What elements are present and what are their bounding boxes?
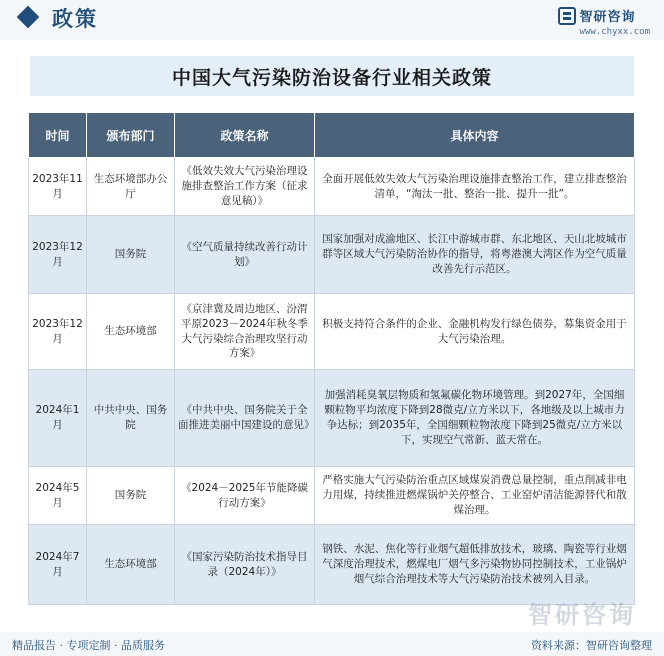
cell-dept: 国务院 — [87, 216, 175, 294]
cell-time: 2023年11月 — [29, 158, 87, 216]
cell-name: 《中共中央、国务院关于全面推进美丽中国建设的意见》 — [175, 370, 315, 467]
cell-dept: 生态环境部 — [87, 525, 175, 605]
table-row — [29, 467, 635, 525]
table-row — [29, 158, 635, 216]
cell-content: 钢铁、水泥、焦化等行业烟气超低排放技术，玻璃、陶瓷等行业烟气深度治理技术，燃煤电厂烟气多污染物协同控制技术，工业锅炉烟气综合治理技术等大气污染防治技术被列入目录。 — [315, 525, 635, 605]
footer-tagline: 精品报告 · 专项定制 · 品质服务 — [12, 639, 165, 652]
column-header-name: 政策名称 — [175, 113, 315, 158]
table-row — [29, 216, 635, 294]
cell-name: 《国家污染防治技术指导目录（2024年）》 — [175, 525, 315, 605]
diamond-icon — [17, 6, 40, 29]
title-banner — [30, 56, 634, 96]
table-row — [29, 370, 635, 467]
footer-bar — [0, 632, 664, 656]
brand-name: 智研咨询 — [579, 10, 636, 25]
table-row — [29, 294, 635, 370]
cell-time: 2024年5月 — [29, 467, 87, 525]
watermark: 智研咨询 — [528, 601, 636, 629]
column-header-content: 具体内容 — [315, 113, 635, 158]
column-header-dept: 颁布部门 — [87, 113, 175, 158]
brand-logo-icon — [558, 7, 576, 25]
cell-time: 2023年12月 — [29, 216, 87, 294]
cell-content: 全面开展低效失效大气污染治理设施排查整治工作，建立排查整治清单，“淘汰一批、整治一批、提升一批”。 — [315, 158, 635, 216]
cell-name: 《2024－2025年节能降碳行动方案》 — [175, 467, 315, 525]
cell-time: 2024年7月 — [29, 525, 87, 605]
footer-source: 资料来源：智研咨询整理 — [531, 639, 652, 652]
cell-dept: 生态环境部 — [87, 294, 175, 370]
cell-name: 《京津冀及周边地区、汾渭平原2023－2024年秋冬季大气污染综合治理攻坚行动方案》 — [175, 294, 315, 370]
brand-url: www.chyxx.com — [579, 27, 650, 37]
cell-content: 国家加强对成渝地区、长江中游城市群、东北地区、天山北坡城市群等区域大气污染防治协作的指导，将粤港澳大湾区作为空气质量改善先行示范区。 — [315, 216, 635, 294]
brand — [580, 6, 650, 37]
column-header-time: 时间 — [29, 113, 87, 158]
cell-content: 加强消耗臭氧层物质和氢氟碳化物环境管理。到2027年，全国细颗粒物平均浓度下降到28微克/立方米以下，各地级及以上城市力争达标；到2035年，全国细颗粒物浓度下降到25微克/立方米以下，实现空气常新、蓝天常在。 — [315, 370, 635, 467]
section-title: 政策 — [52, 7, 98, 31]
cell-time: 2024年1月 — [29, 370, 87, 467]
table-row — [29, 525, 635, 605]
policy-table — [28, 112, 635, 605]
cell-dept: 国务院 — [87, 467, 175, 525]
page-title: 中国大气污染防治设备行业相关政策 — [171, 66, 492, 89]
cell-name: 《空气质量持续改善行动计划》 — [175, 216, 315, 294]
header-bar — [0, 0, 664, 40]
cell-time: 2023年12月 — [29, 294, 87, 370]
table-header-row — [29, 113, 635, 158]
cell-content: 积极支持符合条件的企业、金融机构发行绿色债券，募集资金用于大气污染治理。 — [315, 294, 635, 370]
cell-name: 《低效失效大气污染治理设施排查整治工作方案（征求意见稿）》 — [175, 158, 315, 216]
cell-dept: 生态环境部办公厅 — [87, 158, 175, 216]
cell-content: 严格实施大气污染防治重点区域煤炭消费总量控制，重点削减非电力用煤，持续推进燃煤锅炉关停整合、工业窑炉清洁能源替代和散煤治理。 — [315, 467, 635, 525]
cell-dept: 中共中央、国务院 — [87, 370, 175, 467]
